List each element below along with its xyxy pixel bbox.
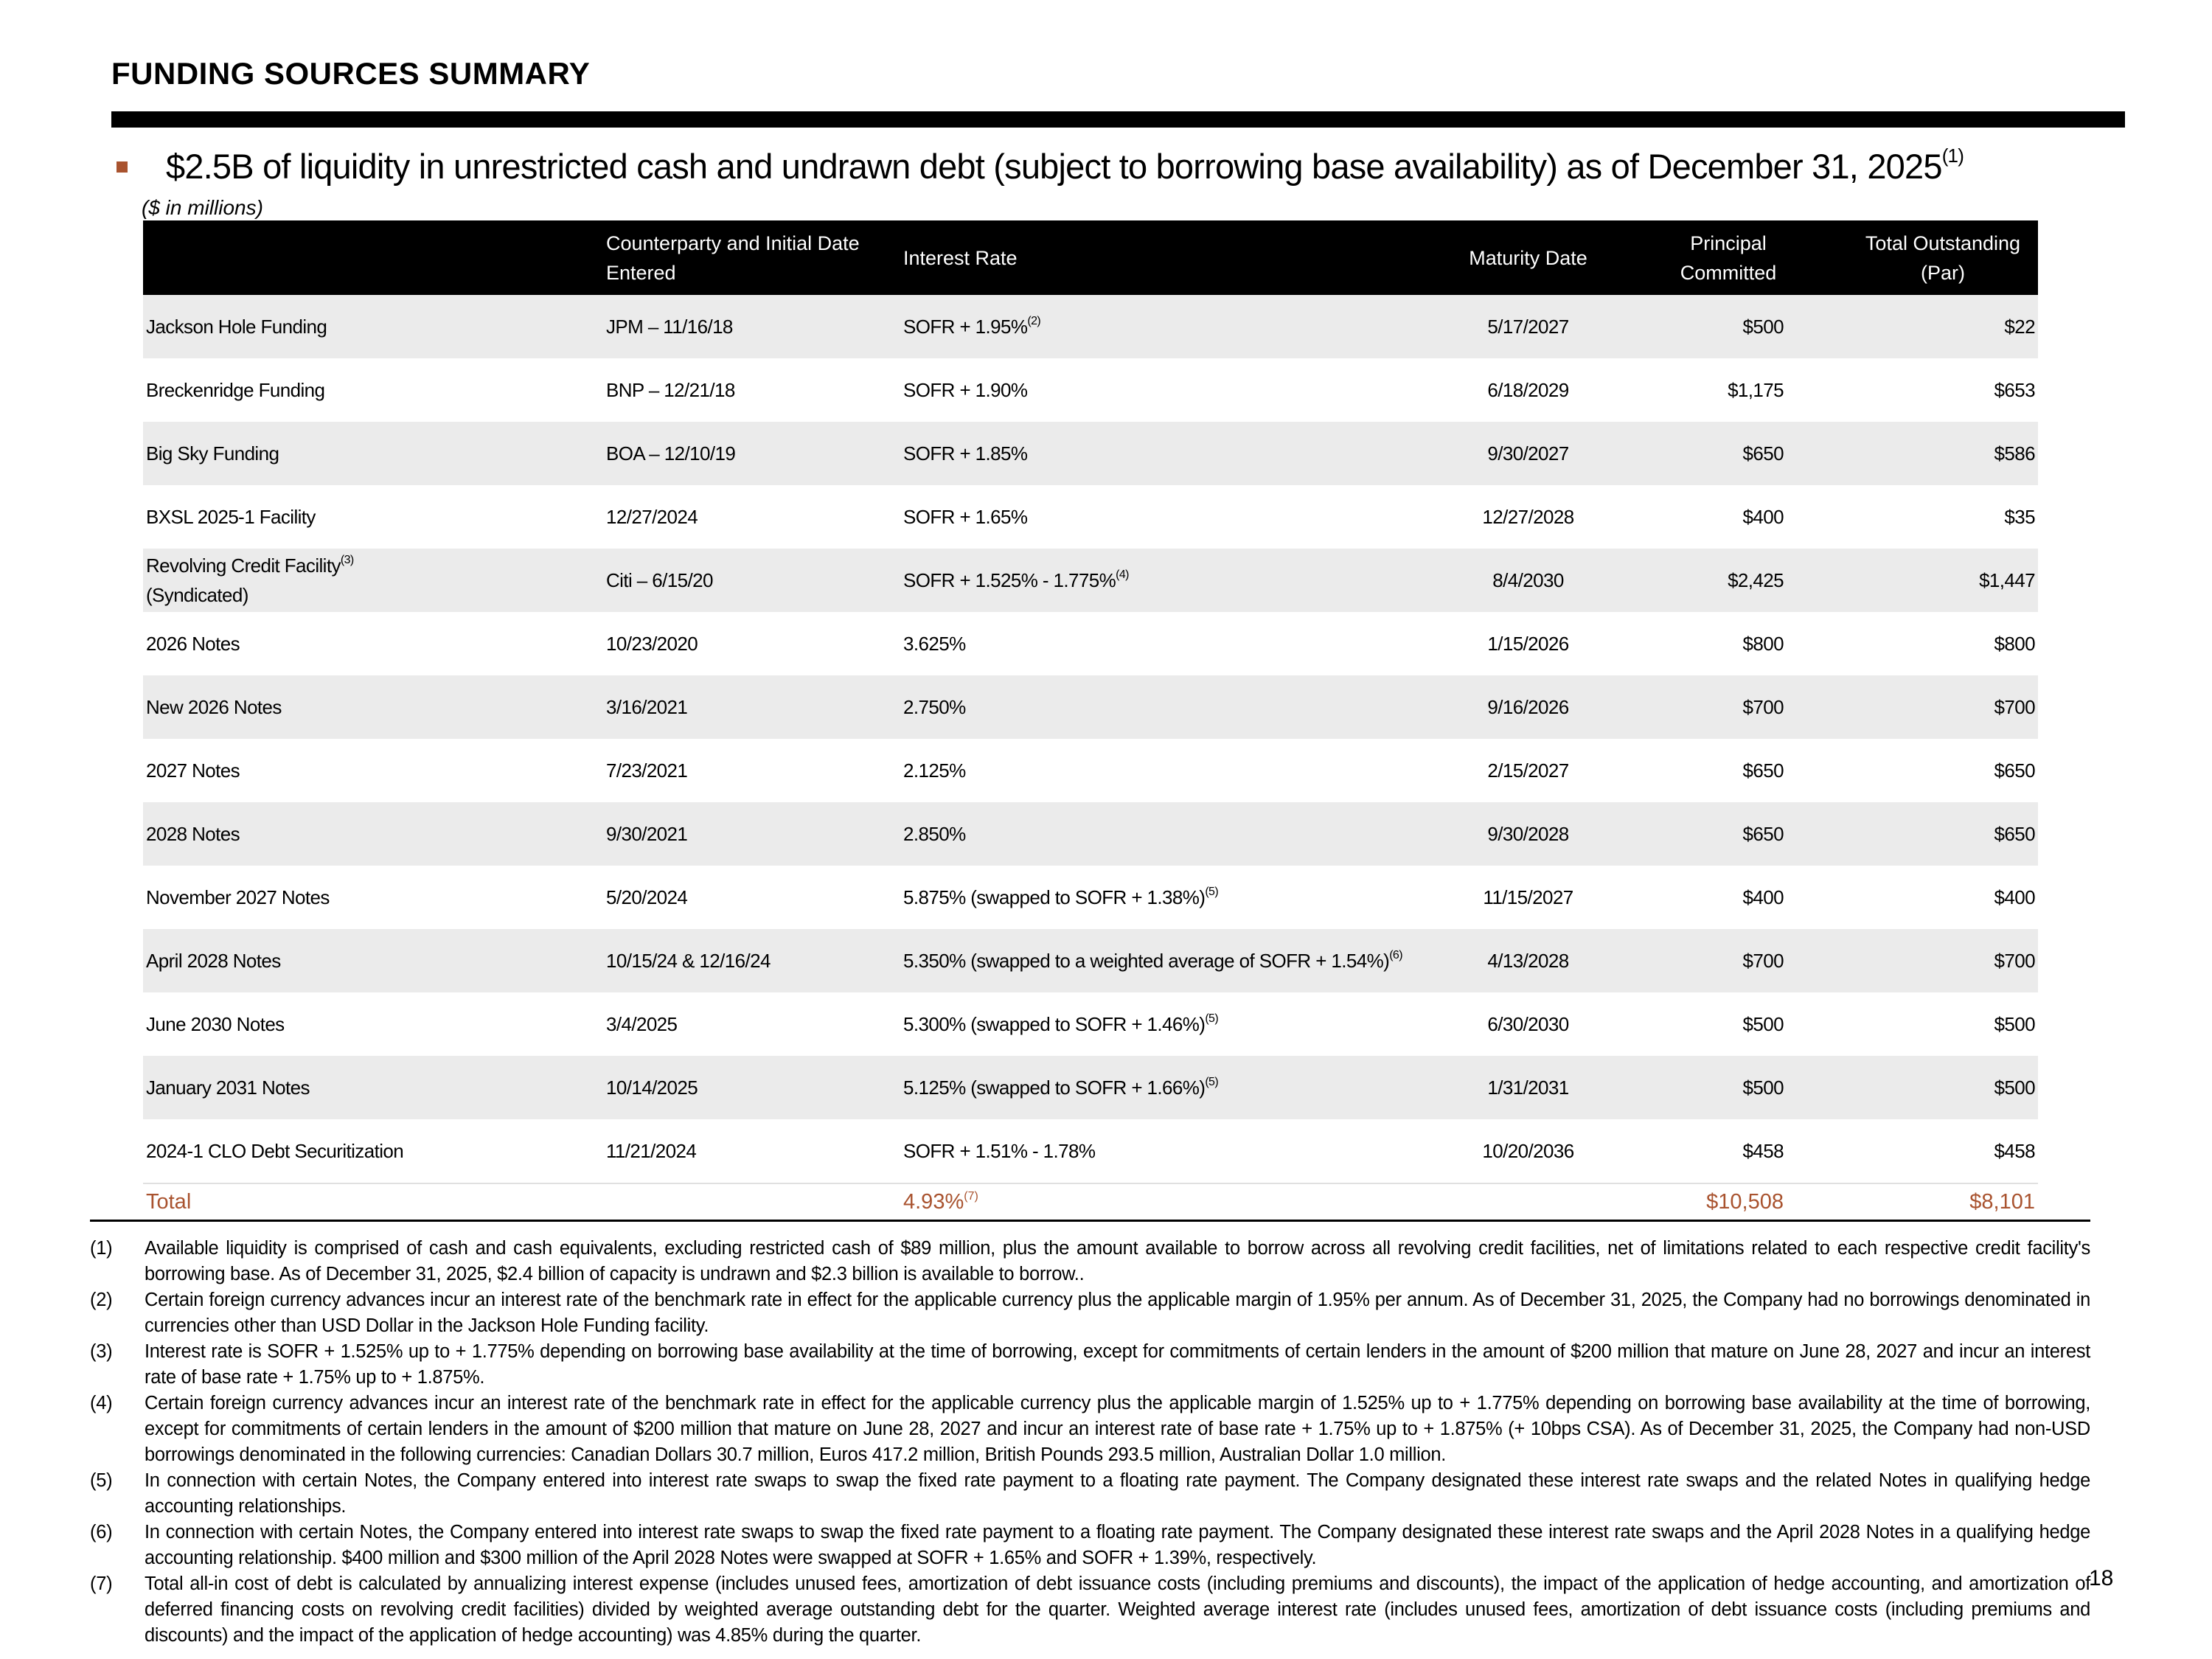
facility-name: Jackson Hole Funding	[143, 295, 603, 358]
footnote-item	[90, 1571, 2090, 1649]
table-bottom-divider	[90, 1220, 2090, 1222]
maturity-cell: 12/27/2028	[1482, 506, 1574, 528]
table-row	[143, 1119, 2038, 1183]
interest-rate-cell: 2.850%	[900, 802, 1450, 866]
counterparty-cell: 10/15/24 & 12/16/24	[603, 929, 900, 992]
table-row	[143, 549, 2038, 612]
footnote-text: Interest rate is SOFR + 1.525% up to + 1.775% depending on borrowing base availability at the time of borrowing, except for commitments of certain lenders in the amount of $200 million that mature on June 28, 2027 and incur an interest rate of base rate + 1.75% up to + 1.875%.	[145, 1341, 2090, 1388]
interest-rate-cell: 5.300% (swapped to SOFR + 1.46%)$^{(5)}$	[903, 1012, 1219, 1035]
footnote-text: In connection with certain Notes, the Company entered into interest rate swaps to swap the fixed rate payment to a floating rate payment. The Company designated these interest rate swaps and the related Notes in qualifying hedge accounting relationships.	[145, 1470, 2090, 1517]
interest-rate-cell: 5.125% (swapped to SOFR + 1.66%)$^{(5)}$	[900, 1056, 1450, 1119]
header-maturity-date: Maturity Date	[1450, 220, 1607, 295]
table-row	[143, 612, 2038, 675]
outstanding-cell: $586	[1828, 422, 2038, 485]
footnote-number: (6)	[90, 1522, 113, 1543]
interest-rate-cell: 2.750%	[900, 675, 1450, 739]
maturity-cell: 9/16/2026	[1450, 675, 1607, 739]
counterparty-cell: 9/30/2021	[603, 802, 900, 866]
maturity-cell: 10/20/2036	[1482, 1140, 1574, 1162]
maturity-cell: 5/17/2027	[1450, 295, 1607, 358]
footnote-item	[90, 1236, 2090, 1287]
footnote-text: Total all-in cost of debt is calculated by annualizing interest expense (includes unused fees, amortization of debt issuance costs (including premiums and discounts), the impact of the application of hedge accounting, and amortization of deferred financing costs on revolving credit facilities) divided by weighted average outstanding debt for the quarter. Weighted average interest rate (includes unused fees, amortization of debt issuance costs (including premiums and discounts) and the impact of the application of hedge accounting) was 4.85% during the quarter.	[145, 1573, 2090, 1646]
facility-name: November 2027 Notes	[146, 886, 330, 908]
funding-sources-table	[143, 220, 2038, 1220]
maturity-cell: 11/15/2027	[1483, 886, 1573, 908]
principal-cell: $458	[1742, 1140, 1784, 1162]
facility-name: April 2028 Notes	[143, 929, 603, 992]
counterparty-cell: JPM – 11/16/18	[603, 295, 900, 358]
headline-text: $2.5B of liquidity in unrestricted cash and undrawn debt (subject to borrowing base availability) as of December 31, 2025	[166, 147, 1942, 186]
maturity-cell: 6/30/2030	[1487, 1013, 1569, 1035]
interest-rate-cell: SOFR + 1.85%	[900, 422, 1450, 485]
outstanding-cell: $22	[1828, 295, 2038, 358]
table-row	[143, 802, 2038, 866]
principal-cell: $400	[1742, 886, 1784, 908]
interest-rate-cell: SOFR + 1.51% - 1.78%	[903, 1140, 1096, 1162]
facility-name: 2026 Notes	[146, 633, 240, 655]
principal-cell: $650	[1607, 422, 1828, 485]
counterparty-cell: 3/4/2025	[606, 1013, 678, 1035]
maturity-cell: 9/30/2028	[1450, 802, 1607, 866]
footnote-number: (7)	[90, 1573, 113, 1594]
principal-cell: $1,175	[1728, 379, 1784, 401]
facility-name: Revolving Credit Facility$^{(3)}$ (Syndicated)	[143, 549, 603, 612]
footnotes	[90, 1236, 2090, 1649]
page-title: FUNDING SOURCES SUMMARY	[111, 56, 591, 91]
footnote-text: Certain foreign currency advances incur an interest rate of the benchmark rate in effect for the applicable currency plus the applicable margin of 1.525% up to + 1.775% depending on borrowing base availability at the time of borrowing, except for commitments of certain lenders in the amount of $200 million that mature on June 28, 2027 and incur an interest rate of base rate + 1.75% up to + 1.875% (+ 10bps CSA). As of December 31, 2025, the Company had non-USD borrowings denominated in the following currencies: Canadian Dollars 30.7 million, Euros 417.2 million, British Pounds 293.5 million, Australian Dollar 1.0 million.	[145, 1393, 2090, 1465]
table-row	[143, 295, 2038, 358]
principal-cell: $500	[1742, 1013, 1784, 1035]
maturity-cell: 6/18/2029	[1487, 379, 1569, 401]
counterparty-cell: 5/20/2024	[606, 886, 688, 908]
outstanding-cell: $800	[1994, 633, 2035, 655]
header-total-outstanding: Total Outstanding (Par)	[1828, 220, 2038, 295]
footnote-number: (5)	[90, 1470, 113, 1491]
outstanding-cell: $650	[1994, 759, 2035, 782]
outstanding-cell: $400	[1994, 886, 2035, 908]
counterparty-cell: 12/27/2024	[606, 506, 698, 528]
outstanding-cell: $458	[1994, 1140, 2035, 1162]
footnote-item	[90, 1339, 2090, 1391]
table-row	[143, 992, 2038, 1056]
footnote-number: (2)	[90, 1290, 113, 1310]
principal-cell: $500	[1607, 1056, 1828, 1119]
footnote-text: In connection with certain Notes, the Company entered into interest rate swaps to swap the fixed rate payment to a floating rate payment. The Company designated these interest rate swaps and the April 2028 Notes in a qualifying hedge accounting relationship. $400 million and $300 million of the April 2028 Notes were swapped at SOFR + 1.65% and SOFR + 1.39%, respectively.	[145, 1522, 2090, 1568]
headline-footnote-ref: (1)	[1941, 145, 1964, 167]
table-row	[143, 929, 2038, 992]
outstanding-cell: $700	[1828, 675, 2038, 739]
counterparty-cell: BOA – 12/10/19	[603, 422, 900, 485]
header-counterparty: Counterparty and Initial Date Entered	[603, 220, 900, 295]
square-bullet-icon	[116, 161, 128, 173]
footnote-number: (1)	[90, 1238, 113, 1259]
counterparty-cell: 7/23/2021	[606, 759, 688, 782]
page-number: 18	[2089, 1566, 2114, 1590]
table-row	[143, 1056, 2038, 1119]
maturity-cell: 4/13/2028	[1450, 929, 1607, 992]
principal-cell: $2,425	[1607, 549, 1828, 612]
principal-cell: $800	[1742, 633, 1784, 655]
principal-cell: $700	[1607, 929, 1828, 992]
header-principal-committed: Principal Committed	[1607, 220, 1828, 295]
title-divider	[111, 111, 2125, 128]
facility-name: January 2031 Notes	[143, 1056, 603, 1119]
maturity-cell: 2/15/2027	[1487, 759, 1569, 782]
facility-name: 2024-1 CLO Debt Securitization	[146, 1140, 404, 1162]
facility-name: 2028 Notes	[143, 802, 603, 866]
table-row	[143, 358, 2038, 422]
interest-rate-cell: SOFR + 1.65%	[903, 506, 1028, 528]
principal-cell: $650	[1742, 759, 1784, 782]
maturity-cell: 1/31/2031	[1450, 1056, 1607, 1119]
interest-rate-cell: 5.350% (swapped to a weighted average of SOFR + 1.54%)$^{(6)}$	[900, 929, 1450, 992]
interest-rate-cell: SOFR + 1.95%$^{(2)}$	[900, 295, 1450, 358]
facility-name: Big Sky Funding	[143, 422, 603, 485]
table-row	[143, 866, 2038, 929]
counterparty-cell: 10/23/2020	[606, 633, 698, 655]
footnote-item	[90, 1287, 2090, 1339]
outstanding-cell: $500	[1828, 1056, 2038, 1119]
counterparty-cell: 11/21/2024	[606, 1140, 697, 1162]
table-row	[143, 739, 2038, 802]
footnote-text: Available liquidity is comprised of cash and cash equivalents, excluding restricted cash of $89 million, plus the amount available to borrow across all revolving credit facilities, net of limitations related to each respective credit facility's borrowing base. As of December 31, 2025, $2.4 billion of capacity is undrawn and $2.3 billion is available to borrow..	[145, 1238, 2090, 1284]
total-principal: $10,508	[1607, 1183, 1828, 1220]
facility-name: 2027 Notes	[146, 759, 240, 782]
maturity-cell: 8/4/2030	[1450, 549, 1607, 612]
facility-name: Breckenridge Funding	[146, 379, 325, 401]
maturity-cell: 1/15/2026	[1487, 633, 1569, 655]
outstanding-cell: $1,447	[1828, 549, 2038, 612]
facility-name: New 2026 Notes	[143, 675, 603, 739]
footnote-number: (3)	[90, 1341, 113, 1362]
counterparty-cell: Citi – 6/15/20	[603, 549, 900, 612]
total-label: Total	[143, 1183, 603, 1220]
header-facility	[143, 220, 603, 295]
facility-name: BXSL 2025-1 Facility	[146, 506, 316, 528]
footnote-item	[90, 1468, 2090, 1520]
liquidity-headline	[116, 145, 1964, 187]
counterparty-cell: 3/16/2021	[603, 675, 900, 739]
table-header-row	[143, 220, 2038, 295]
total-outstanding: $8,101	[1828, 1183, 2038, 1220]
interest-rate-cell: 3.625%	[903, 633, 966, 655]
total-row	[143, 1183, 2038, 1220]
outstanding-cell: $650	[1828, 802, 2038, 866]
footnote-item	[90, 1520, 2090, 1571]
counterparty-cell: 10/14/2025	[603, 1056, 900, 1119]
outstanding-cell: $35	[2004, 506, 2035, 528]
interest-rate-cell: SOFR + 1.90%	[903, 379, 1028, 401]
interest-rate-cell: SOFR + 1.525% - 1.775%$^{(4)}$	[900, 549, 1450, 612]
footnote-text: Certain foreign currency advances incur an interest rate of the benchmark rate in effect for the applicable currency plus the applicable margin of 1.95% per annum. As of December 31, 2025, the Company had no borrowings denominated in currencies other than USD Dollar in the Jackson Hole Funding facility.	[145, 1290, 2090, 1336]
table-row	[143, 485, 2038, 549]
principal-cell: $650	[1607, 802, 1828, 866]
table-row	[143, 422, 2038, 485]
facility-name: June 2030 Notes	[146, 1013, 285, 1035]
outstanding-cell: $700	[1828, 929, 2038, 992]
outstanding-cell: $500	[1994, 1013, 2035, 1035]
units-note: ($ in millions)	[142, 196, 263, 219]
interest-rate-cell: 2.125%	[903, 759, 966, 782]
outstanding-cell: $653	[1994, 379, 2035, 401]
interest-rate-cell: 5.875% (swapped to SOFR + 1.38%)$^{(5)}$	[903, 886, 1219, 908]
principal-cell: $400	[1742, 506, 1784, 528]
header-interest-rate: Interest Rate	[900, 220, 1450, 295]
footnote-item	[90, 1391, 2090, 1468]
table-row	[143, 675, 2038, 739]
principal-cell: $700	[1607, 675, 1828, 739]
footnote-number: (4)	[90, 1393, 113, 1413]
total-rate: 4.93%$^{(7)}$	[900, 1183, 1450, 1220]
counterparty-cell: BNP – 12/21/18	[606, 379, 735, 401]
maturity-cell: 9/30/2027	[1450, 422, 1607, 485]
principal-cell: $500	[1607, 295, 1828, 358]
